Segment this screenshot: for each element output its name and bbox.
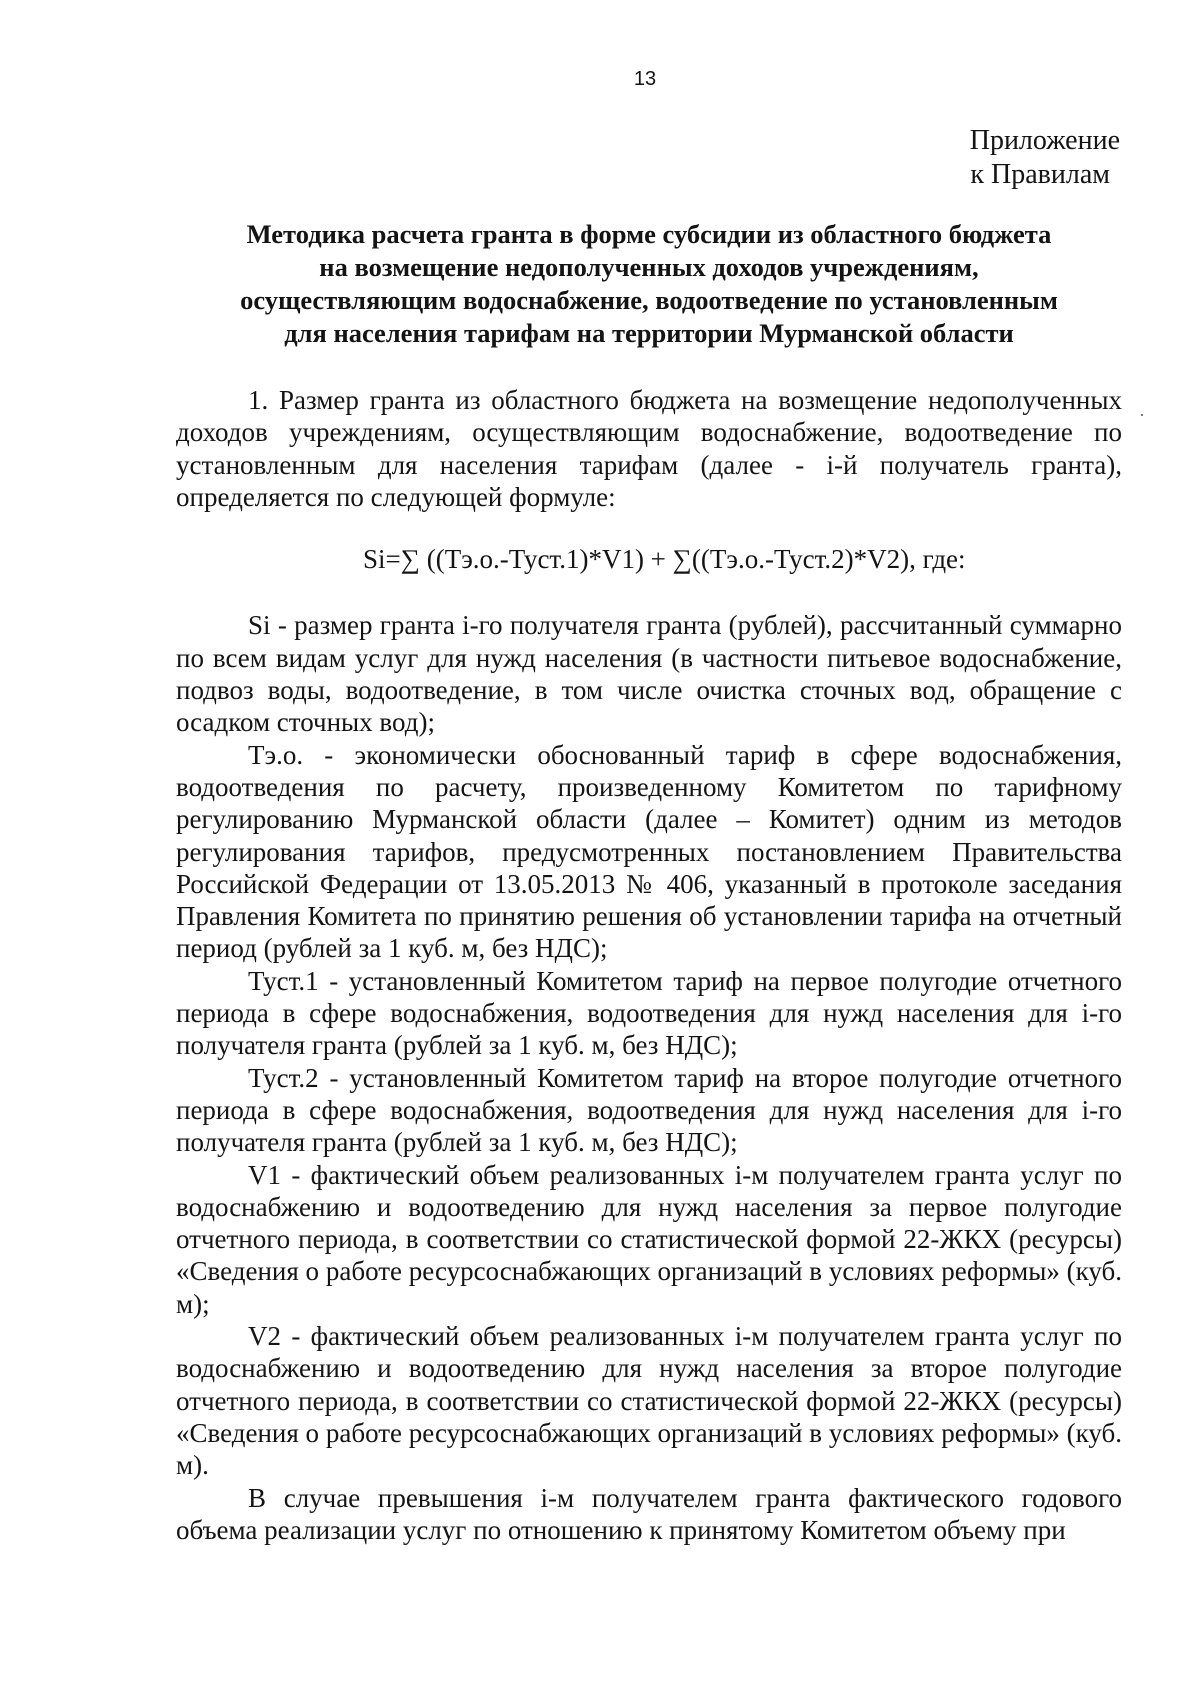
definition-v2: V2 - фактический объем реализованных i-м получателем гранта услуг по водоснабжению и водоотведению для нужд населения за второе полугодие отчетного периода, в соответствии со статистической формой 22-ЖКХ (ресурсы) «Сведения о работе ресурсоснабжающих организаций в условиях реформы» (куб. м). xyxy=(176,1321,1122,1481)
title-line-1: Методика расчета гранта в форме субсидии из областного бюджета xyxy=(246,219,1052,249)
definition-teo: Тэ.о. - экономически обоснованный тариф в сфере водоснабжения, водоотведения по расчету, произведенному Комитетом по тарифному регулированию Мурманской области (далее – Комитет) одним из методов регулирования тарифов, предусмотренных постановлением Правительства Российской Федерации от 13.05.2013 № 406, указанный в протоколе заседания Правления Комитета по принятию решения об установлении тарифа на отчетный период (рублей за 1 куб. м, без НДС); xyxy=(176,739,1122,964)
paragraph-last: В случае превышения i-м получателем гранта фактического годового объема реализации услуг по отношению к принятому Комитетом объему при xyxy=(176,1482,1122,1545)
page-number: 13 xyxy=(633,68,657,90)
definition-tust2: Туст.2 - установленный Комитетом тариф на второе полугодие отчетного периода в сфере водоснабжения, водоотведения для нужд населения для i-го получателя гранта (рублей за 1 куб. м, без НДС); xyxy=(176,1062,1122,1158)
appendix-line-1: Приложение xyxy=(969,125,1120,156)
appendix-label xyxy=(970,124,1120,192)
scan-dot-mark xyxy=(1141,414,1143,416)
title-line-4: для населения тарифам на территории Мурманской области xyxy=(284,318,1014,348)
document-body xyxy=(176,384,1122,1546)
paragraph-1: 1. Размер гранта из областного бюджета на возмещение недополученных доходов учреждениям, осуществляющим водоснабжение, водоотведение по установленным для населения тарифам (далее - i-й получатель гранта), определяется по следующей формуле: xyxy=(176,385,1122,512)
document-title xyxy=(176,218,1122,350)
definition-tust1: Туст.1 - установленный Комитетом тариф на первое полугодие отчетного периода в сфере водоснабжения, водоотведения для нужд населения для i-го получателя гранта (рублей за 1 куб. м, без НДС); xyxy=(176,965,1122,1061)
title-line-3: осуществляющим водоснабжение, водоотведение по установленным xyxy=(240,285,1058,315)
title-line-2: на возмещение недополученных доходов учреждениям, xyxy=(319,252,979,282)
definition-v1: V1 - фактический объем реализованных i-м получателем гранта услуг по водоснабжению и водоотведению для нужд населения за первое полугодие отчетного периода, в соответствии со статистической формой 22-ЖКХ (ресурсы) «Сведения о работе ресурсоснабжающих организаций в условиях реформы» (куб. м); xyxy=(176,1159,1122,1319)
formula: Si=∑ ((Тэ.о.-Туст.1)*V1) + ∑((Тэ.о.-Туст.2)*V2), где: xyxy=(363,544,966,575)
appendix-line-2: к Правилам xyxy=(970,159,1110,190)
definition-si: Si - размер гранта i-го получателя гранта (рублей), рассчитанный суммарно по всем видам услуг для нужд населения (в частности питьевое водоснабжение, подвоз воды, водоотведение, в том числе очистка сточных вод, обращение с осадком сточных вод); xyxy=(176,610,1122,738)
